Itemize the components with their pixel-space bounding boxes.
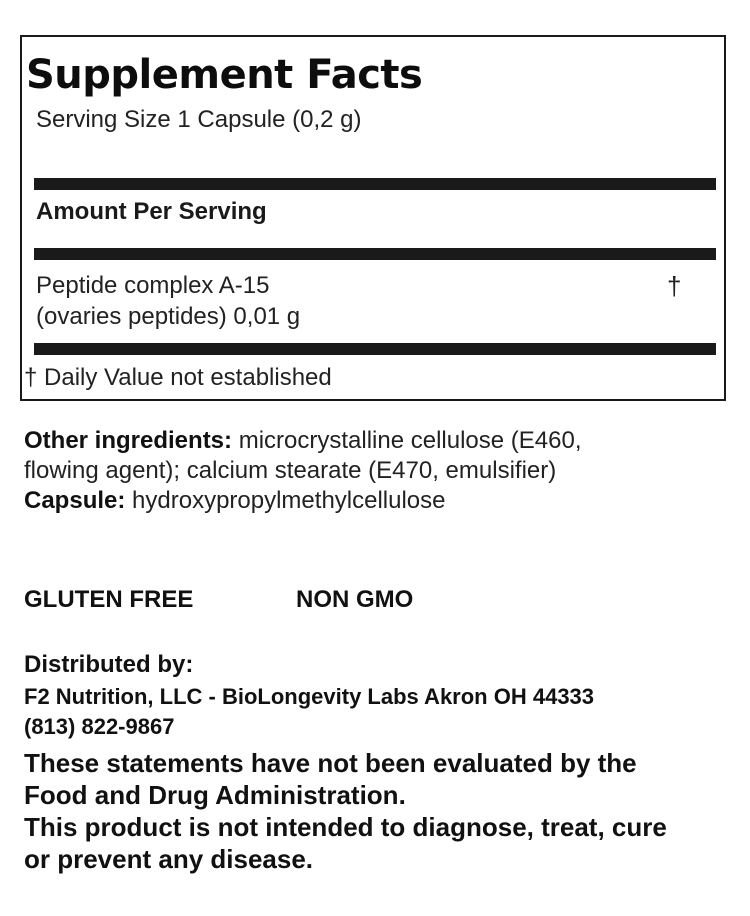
claims-row — [24, 585, 414, 615]
amount-per-serving-header: Amount Per Serving — [36, 198, 267, 225]
thick-divider — [34, 178, 716, 190]
distributor-heading: Distributed by: — [24, 651, 194, 678]
distributor-phone: (813) 822-9867 — [24, 714, 175, 739]
disclaimer-line: These statements have not been evaluated by the — [24, 748, 637, 778]
distributor-address: F2 Nutrition, LLC - BioLongevity Labs Akron OH 44333 — [24, 684, 595, 709]
gluten-free-claim: GLUTEN FREE — [24, 586, 194, 613]
serving-size: Serving Size 1 Capsule (0,2 g) — [36, 106, 362, 133]
other-ingredients-label: Other ingredients: — [24, 427, 233, 454]
ingredient-name: Peptide complex A-15 — [36, 272, 270, 299]
supplement-facts-panel — [20, 35, 726, 401]
daily-value-dagger: † — [667, 271, 682, 301]
other-ingredients-line — [24, 426, 734, 456]
disclaimer-line: This product is not intended to diagnose, treat, cure — [24, 812, 667, 842]
thick-divider — [34, 248, 716, 260]
thick-divider — [34, 343, 716, 355]
capsule-line — [24, 486, 734, 516]
fda-disclaimer — [24, 747, 667, 875]
disclaimer-line: or prevent any disease. — [24, 844, 314, 874]
capsule-label: Capsule: — [24, 487, 126, 514]
other-ingredients-text: microcrystalline cellulose (E460, — [232, 427, 582, 454]
disclaimer-line: Food and Drug Administration. — [24, 780, 406, 810]
daily-value-footnote: † Daily Value not established — [24, 364, 332, 391]
capsule-text: hydroxypropylmethylcellulose — [125, 487, 446, 514]
other-ingredients-section — [24, 426, 734, 516]
non-gmo-claim: NON GMO — [296, 586, 414, 613]
facts-title: Supplement Facts — [26, 52, 423, 98]
other-ingredients-line: flowing agent); calcium stearate (E470, emulsifier) — [24, 457, 557, 484]
ingredient-detail: (ovaries peptides) 0,01 g — [36, 303, 301, 330]
